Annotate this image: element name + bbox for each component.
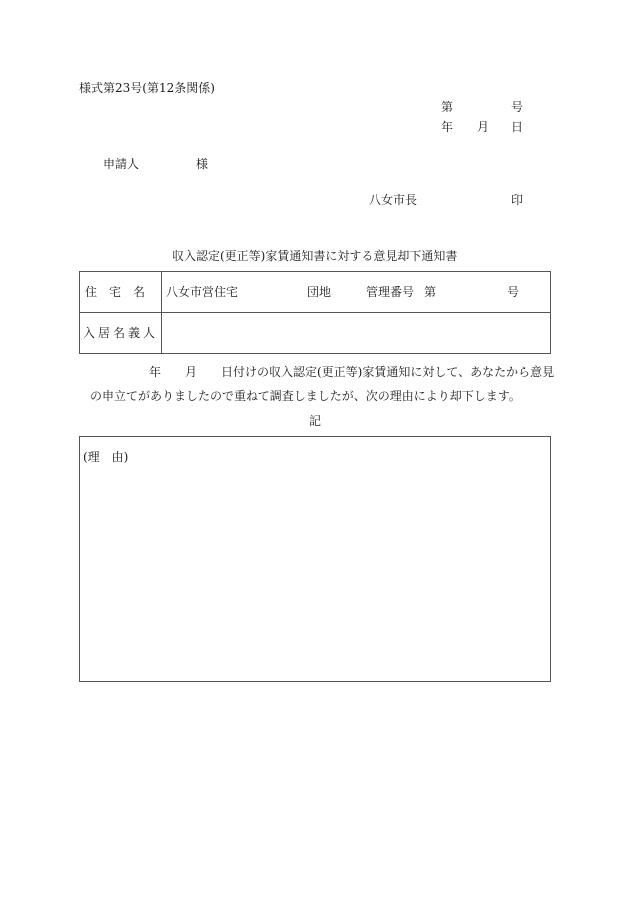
- date-month: 月: [477, 120, 490, 134]
- complex-label: 団地: [307, 285, 332, 299]
- ki-heading: 記: [309, 414, 322, 428]
- addressee-label: 申請人: [103, 157, 140, 171]
- tenant-name-label: 入居名義人: [83, 326, 159, 340]
- management-number-label: 管理番号: [366, 285, 415, 299]
- table-column-divider: [161, 271, 162, 354]
- doc-number-prefix: 第: [441, 100, 454, 114]
- document-title: 収入認定(更正等)家賃通知書に対する意見却下通知書: [172, 249, 458, 263]
- addressee-honorific: 様: [196, 157, 209, 171]
- management-number-suffix: 号: [507, 285, 520, 299]
- form-number: 様式第23号(第12条関係): [79, 81, 215, 95]
- table-row-divider: [79, 312, 551, 313]
- sender-name: 八女市長: [369, 193, 418, 207]
- doc-number-suffix: 号: [511, 100, 524, 114]
- body-month: 月: [185, 365, 198, 379]
- housing-name-label: 住 宅 名: [85, 285, 146, 299]
- body-year: 年: [149, 365, 162, 379]
- seal-mark: 印: [511, 193, 524, 207]
- date-day: 日: [511, 120, 524, 134]
- body-line2-text: の申立てがありましたので重ねて調査しましたが、次の理由により却下します。: [90, 389, 521, 403]
- reason-label: (理 由): [83, 450, 129, 464]
- body-line1-text: 日付けの収入認定(更正等)家賃通知に対して、あなたから意見: [221, 365, 555, 379]
- reason-box: [79, 436, 551, 682]
- management-number-prefix: 第: [424, 285, 437, 299]
- housing-type: 八女市営住宅: [166, 285, 239, 299]
- date-year: 年: [441, 120, 454, 134]
